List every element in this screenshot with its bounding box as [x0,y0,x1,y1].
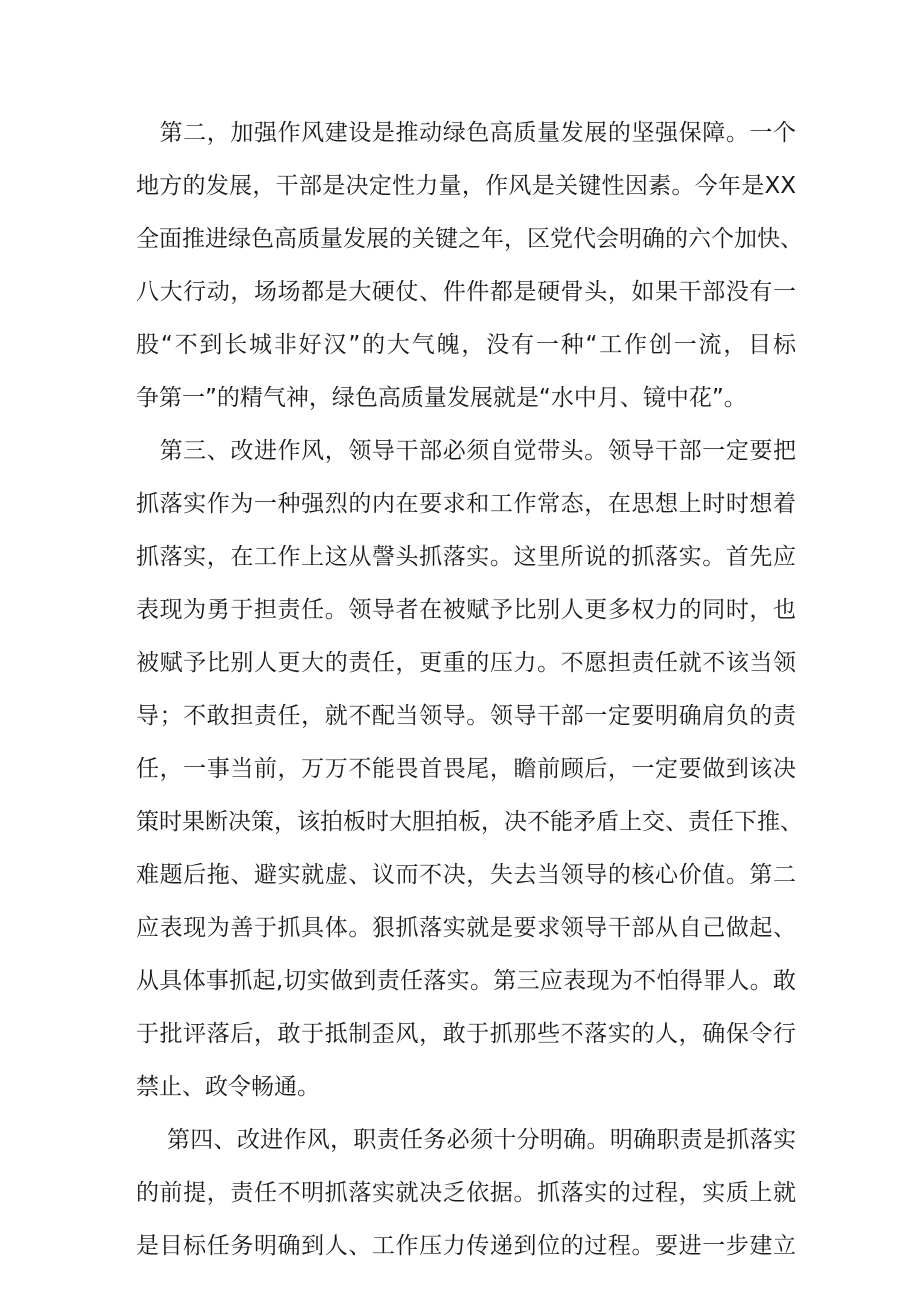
text-line-4: 八大行动，场场都是大硬仗、件件都是硬骨头，如果干部没有一 [136,279,796,305]
text-line-16: 应表现为善于抓具体。狠抓落实就是要求领导干部从自己做起、 [136,915,796,941]
text-line-8: 抓落实作为一种强烈的内在要求和工作常态，在思想上时时想着 [136,491,796,517]
text-line-19: 禁止、政令畅通。 [136,1074,320,1100]
text-line-14: 策时果断决策，该拍板时大胆拍板，决不能矛盾上交、责任下推、 [136,809,803,835]
text-line-9: 抓落实，在工作上这从謦头抓落实。这里所说的抓落实。首先应 [136,544,796,570]
text-line-17: 从具体事抓起,切实做到责任落实。第三应表现为不怕得罪人。敢 [136,968,796,994]
text-line-18: 于批评落后，敢于抵制歪风，敢于抓那些不落实的人，确保令行 [136,1021,796,1047]
text-line-7: 第三、改进作风，领导干部必须自觉带头。领导干部一定要把 [136,438,796,464]
text-line-11: 被赋予比别人更大的责任，更重的压力。不愿担责任就不该当领 [136,650,796,676]
text-line-13: 任，一事当前，万万不能畏首畏尾，瞻前顾后，一定要做到该决 [136,756,796,782]
text-line-12: 导；不敢担责任，就不配当领导。领导干部一定要明确肩负的责 [136,703,796,729]
text-line-6: 争第一”的精气神，绿色高质量发展就是“水中月、镜中花”。 [136,385,747,411]
text-line-21: 的前提，责任不明抓落实就决乏依据。抓落实的过程，实质上就 [136,1180,796,1206]
text-line-2: 地方的发展，干部是决定性力量，作风是关键性因素。今年是XX [136,173,796,199]
text-line-10: 表现为勇于担责任。领导者在被赋予比别人更多权力的同时，也 [136,597,796,623]
text-line-22: 是目标任务明确到人、工作压力传递到位的过程。要进一步建立 [136,1233,796,1259]
text-line-15: 难题后拖、避实就虚、议而不决，失去当领导的核心价值。第二 [136,862,796,888]
text-line-5: 股“不到长城非好汉”的大气魄，没有一种“工作创一流，目标 [136,332,796,358]
text-line-3: 全面推进绿色高质量发展的关键之年，区党代会明确的六个加快、 [136,226,803,252]
text-line-20: 第四、改进作风，职责任务必须十分明确。明确职责是抓落实 [136,1127,796,1153]
text-line-1: 第二，加强作风建设是推动绿色高质量发展的坚强保障。一个 [136,120,796,146]
